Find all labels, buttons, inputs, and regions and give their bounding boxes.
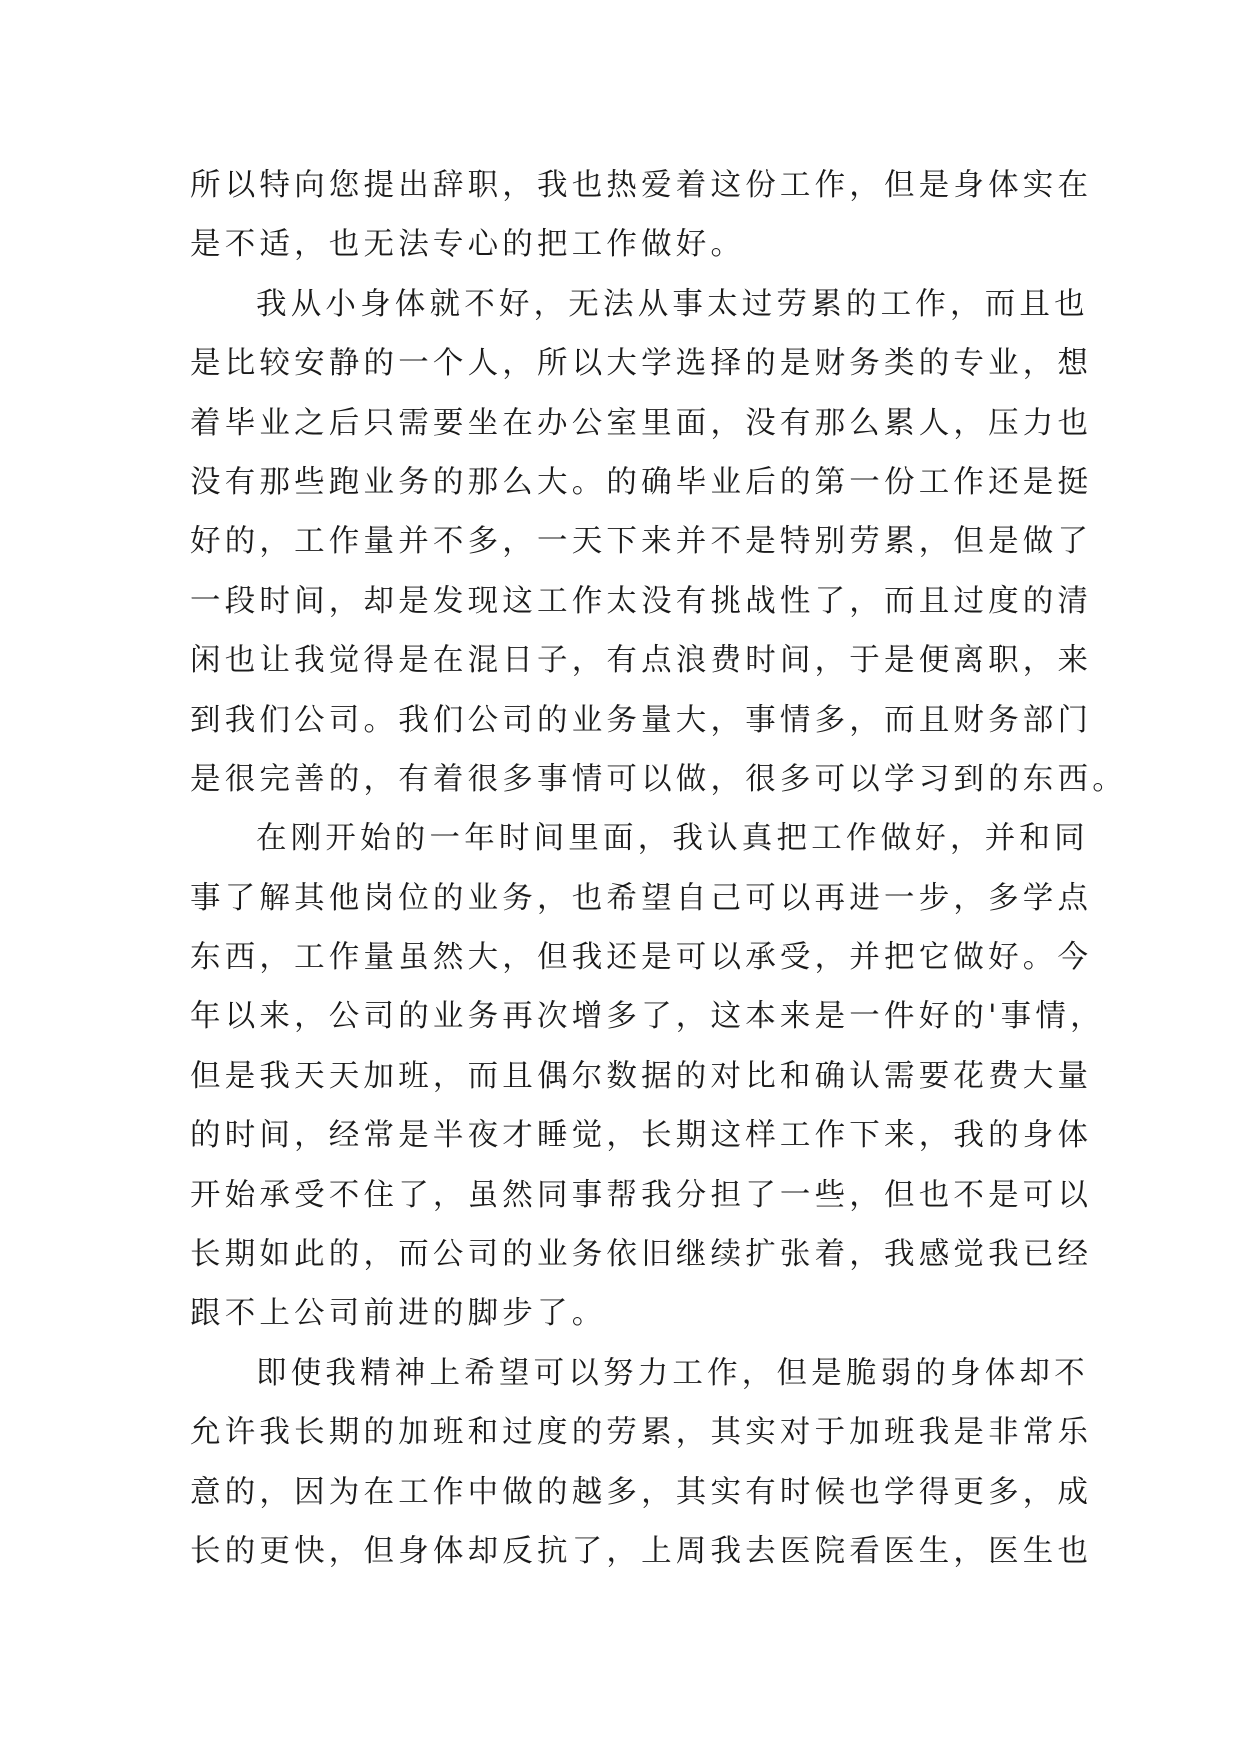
text-line: 开始承受不住了，虽然同事帮我分担了一些，但也不是可以	[190, 1177, 1093, 1213]
text-line: 事了解其他岗位的业务，也希望自己可以再进一步，多学点	[190, 880, 1093, 916]
text-line: 一段时间，却是发现这工作太没有挑战性了，而且过度的清	[190, 583, 1093, 619]
text-line: 在刚开始的一年时间里面，我认真把工作做好，并和同	[256, 821, 1089, 857]
text-line: 闲也让我觉得是在混日子，有点浪费时间，于是便离职，来	[190, 643, 1093, 679]
text-line: 好的，工作量并不多，一天下来并不是特别劳累，但是做了	[190, 524, 1093, 560]
text-line: 没有那些跑业务的那么大。的确毕业后的第一份工作还是挺	[190, 464, 1093, 500]
text-line: 东西，工作量虽然大，但我还是可以承受，并把它做好。今	[190, 940, 1093, 976]
text-line: 所以特向您提出辞职，我也热爱着这份工作，但是身体实在	[190, 168, 1093, 203]
text-line: 是很完善的，有着很多事情可以做，很多可以学习到的东西。	[190, 761, 1127, 797]
text-line: 意的，因为在工作中做的越多，其实有时候也学得更多，成	[190, 1474, 1093, 1510]
text-line: 着毕业之后只需要坐在办公室里面，没有那么累人，压力也	[190, 405, 1093, 441]
text-line: 我从小身体就不好，无法从事太过劳累的工作，而且也	[256, 286, 1089, 322]
text-line: 长的更快，但身体却反抗了，上周我去医院看医生，医生也	[190, 1533, 1093, 1569]
text-line: 是不适，也无法专心的把工作做好。	[190, 227, 746, 263]
text-line: 即使我精神上希望可以努力工作，但是脆弱的身体却不	[256, 1355, 1089, 1391]
text-line: 跟不上公司前进的脚步了。	[190, 1296, 607, 1332]
text-line: 到我们公司。我们公司的业务量大，事情多，而且财务部门	[190, 702, 1093, 738]
text-line: 长期如此的，而公司的业务依旧继续扩张着，我感觉我已经	[190, 1237, 1093, 1273]
document-body	[190, 156, 1127, 1581]
text-line: 年以来，公司的业务再次增多了，这本来是一件好的'事情，	[190, 999, 1105, 1035]
text-line: 的时间，经常是半夜才睡觉，长期这样工作下来，我的身体	[190, 1118, 1093, 1154]
text-line: 允许我长期的加班和过度的劳累，其实对于加班我是非常乐	[190, 1415, 1093, 1451]
text-line: 但是我天天加班，而且偶尔数据的对比和确认需要花费大量	[190, 1058, 1093, 1094]
text-line: 是比较安静的一个人，所以大学选择的是财务类的专业，想	[190, 346, 1093, 382]
